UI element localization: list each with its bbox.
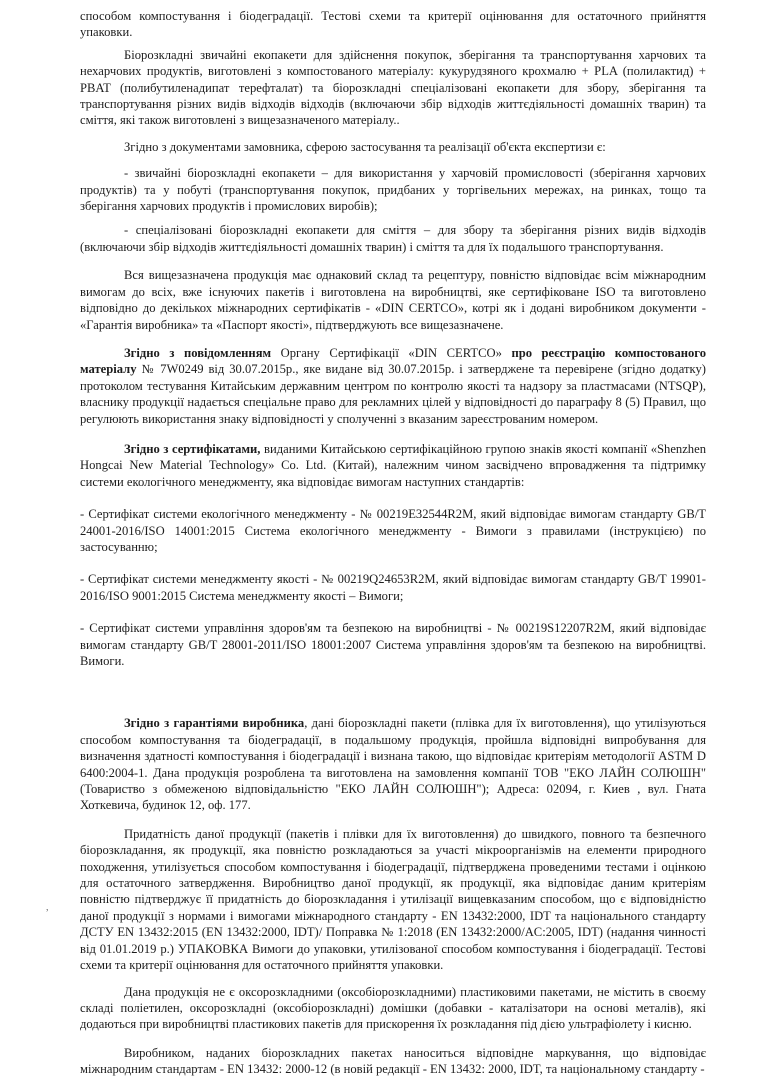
paragraph-7-text: Органу Сертифікації «DIN CERTCO» xyxy=(271,345,512,360)
paragraph-12-text: , дані біорозкладні пакети (плівка для їх виготовлення), що утилізуються способом компостування та біодеградації, в подальшому продукція, пройшла відповідні випробування для визначення здатності компостування і біодеградації і визнана такою, що відповідає критеріям методології ASTM D 6400:2004-1. Дана продукція розроблена та виготовлена на замовлення компанії ТОВ "ЕКО ЛАЙН СОЛЮШН" (Товариство з обмеженою відповідальністю "ЕКО ЛАЙН СОЛЮШН"); Адреса: 02094, г. Киев , вул. Гната Хоткевича, будинок 12, оф. 177. xyxy=(80,716,706,813)
paragraph-6: Вся вищезазначена продукція має однаковий склад та рецептуру, повністю відповідає всім міжнародним вимогам до всіх, вже існуючих пакетів і виготовлена на виробництві, яке сертифіковане ISO та виготовлено відповідно до декількох міжнародних сертифікатів - «DIN CERTCO», котрі як і додані виробником документи - «Гарантія виробника» та «Паспорт якості», підтверджують все вищезазначене. xyxy=(80,268,706,332)
margin-mark: , xyxy=(46,902,49,913)
paragraph-5: - спеціалізовані біорозкладні екопакети для сміття – для збору та зберігання різних видів відходів (включаючи збір відходів життєдіяльності домашніх тварин) і сміття та для їх подальшого транспортування. xyxy=(80,223,706,254)
paragraph-7 xyxy=(80,345,706,427)
paragraph-14: Дана продукція не є оксорозкладними (оксобіорозкладними) пластиковими пакетами, не містить в своєму складі поліетилен, оксорозкладні (оксобіорозкладні) домішки (добавки - каталізатори на основі металів), які додаються при виробництві пластикових пакетів для прискорення їх розкладання під дією ультрафіолету і кисню. xyxy=(80,984,706,1032)
paragraph-12 xyxy=(80,715,706,813)
paragraph-4: - звичайні біорозкладні екопакети – для використання у харчовій промисловості (зберігання харчових продуктів) та у побуті (транспортування покупок, придбаних у торгівельних мережах, на ринках, тощо та зберігання харчових продуктів і промислових виробів); xyxy=(80,166,706,214)
paragraph-8-lead: Згідно з сертифікатами, xyxy=(124,441,261,456)
paragraph-2: Біорозкладні звичайні екопакети для здійснення покупок, зберігання та транспортування харчових та нехарчових продуктів, виготовлені з компостованого матеріалу: кукурудзяного крохмалю + PLA (полилактид) + PBAT (полибутиленадипат терефталат) та біорозкладні спеціалізовані екопакети для збору, зберігання та транспортування різних видів відходів відходів (включаючи збір відходів життєдіяльності домашніх тварин) та сміття, які також виготовлені з вищезазначеного матеріалу.. xyxy=(80,47,706,128)
paragraph-12-lead: Згідно з гарантіями виробника xyxy=(124,716,305,731)
paragraph-10: - Сертифікат системи менеджменту якості - № 00219Q24653R2M, який відповідає вимогам стандарту GB/T 19901-2016/ISO 9001:2015 Система менеджменту якості – Вимоги; xyxy=(80,572,706,603)
paragraph-8 xyxy=(80,441,706,490)
paragraph-7-lead: Згідно з повідомленням xyxy=(124,345,272,360)
paragraph-15: Виробником, наданих біорозкладних пакетах наноситься відповідне маркування, що відповідає міжнародним стандартам - EN 13432: 2000-12 (в новій редакції - EN 13432: 2000, IDT, та національному стандарту - xyxy=(80,1045,706,1077)
paragraph-13: Придатність даної продукції (пакетів і плівки для їх виготовлення) до швидкого, повного та безпечного біорозкладання, як продукції, яка повністю розкладаються за участі мікроорганізмів на елементи природного походження, утилізується способом компостування і біодеградації, підтверджена проведеними тестами і оцінкою для остаточного затвердження. Виробництво даної продукції, як продукції, яка відповідає даним критеріям повністю підтверджує її придатність до біорозкладання і утилізації вищевказаним способом, що є відповідністю даної продукції з нормами і вимогами міжнародного стандарту - EN 13432:2000, IDT та національного стандарту ДСТУ EN 13432:2015 (EN 13432:2000, IDT)/ Поправка № 1:2018 (EN 13432:2000/AC:2005, IDT) (надання чинності від 01.01.2019 р.) УПАКОВКА Вимоги до упаковки, утилізованої способом компостування і біодеградації. Тестові схеми та критерії оцінювання для остаточного прийняття упаковки. xyxy=(80,826,706,973)
paragraph-1: способом компостування і біодеградації. Тестові схеми та критерії оцінювання для остаточного прийняття упаковки. xyxy=(80,9,706,40)
paragraph-3: Згідно з документами замовника, сферою застосування та реалізації об'єкта експертизи є: xyxy=(124,139,606,154)
paragraph-11: - Сертифікат системи управління здоров'ям та безпекою на виробництві - № 00219S12207R2M, який відповідає вимогам стандарту GB/T 28001-2011/ISO 18001:2007 Система управління здоров'ям та безпекою на виробництві. Вимоги. xyxy=(80,621,706,668)
paragraph-7-text2: № 7W0249 від 30.07.2015р., яке видане від 30.07.2015р. і затверджене та перевірене (згідно додатку) протоколом тестування Китайським державним центром по контролю якості та надзору за пластмасами (NTSQP), власнику продукції надається спеціальне право для рекламних цілей у відповідності до параграфу 8 (5) Правил, що регулюють використання знаку відповідності у сполученні з вказаним зареєстрованим номером. xyxy=(80,362,706,426)
paragraph-7-bold: про реєстрацію компостованого матеріалу xyxy=(80,345,706,377)
paragraph-9: - Сертифікат системи екологічного менеджменту - № 00219E32544R2M, який відповідає вимогам стандарту GB/T 24001-2016/ISO 14001:2015 Система екологічного менеджменту - Вимоги з правилами (інструкцією) по застосуванню; xyxy=(80,507,706,554)
paragraph-8-text: виданими Китайською сертифікаційною групою знаків якості компанії «Shenzhen Hongcai New Material Technology» Co. Ltd. (Китай), належним чином засвідчено впровадження та підтримку системи екологічного менеджменту, яка відповідає вимогам наступних стандартів: xyxy=(80,441,706,489)
